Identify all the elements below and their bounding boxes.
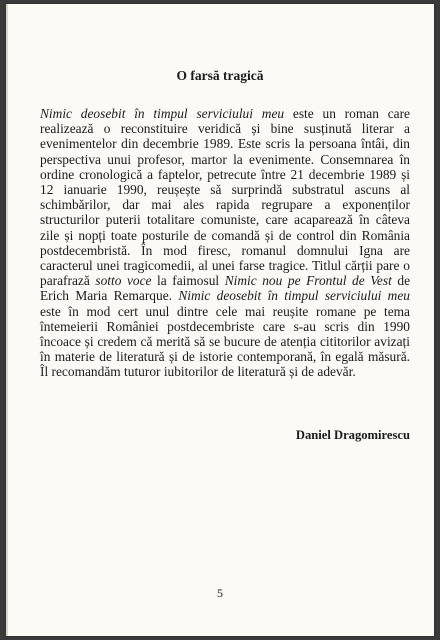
paragraph-segment: este în mod cert unul dintre cele mai reușite romane pe tema întemeierii României postdecembriste care s-au scris din 1990 încoace și credem că merită să se bucure de atenția cititorilor avizați în materie de literatură și de istorie contemporană, în egală măsură. Îl recomandăm tuturor iubitorilor de literatură și de adevăr.	[40, 303, 410, 380]
book-title-italic: Nimic nou pe Frontul de Vest	[224, 273, 392, 289]
body-paragraph	[40, 106, 410, 380]
book-page	[6, 4, 434, 636]
author-signature: Daniel Dragomirescu	[295, 428, 410, 442]
paragraph-segment: de Erich Maria Remarque.	[40, 273, 411, 304]
book-title-italic: Nimic deosebit în timpul serviciului meu	[40, 106, 285, 121]
page-title: O farsă tragică	[176, 68, 264, 83]
paragraph-segment: este un roman care realizează o reconstituire veridică și bine susținută literar a evenimentelor din decembrie 1989. Este scris la persoana întâi, din perspectiva unui profesor, martor la evenimente. Consemnarea în ordine cronologică a faptelor, petrecute între 21 decembrie 1989 și 12 ianuarie 1990, reușește să surprindă substratul ascuns al schimbărilor, dar mai ales rapida regrupare a exponenților structurilor puterii totalitare comuniste, care acaparează în câteva zile și nopți toate posturile de comandă și de control din România postdecembristă. În mod firesc, romanul domnului Igna are caracterul unei tragicomedii, al unei farse tragice. Titlul cărții pare o parafrază	[40, 106, 410, 289]
paragraph-segment: la faimosul	[151, 273, 225, 289]
book-title-italic: Nimic deosebit în timpul serviciului meu	[178, 288, 410, 304]
phrase-italic: sotto voce	[95, 273, 152, 289]
page-number: 5	[217, 586, 223, 600]
